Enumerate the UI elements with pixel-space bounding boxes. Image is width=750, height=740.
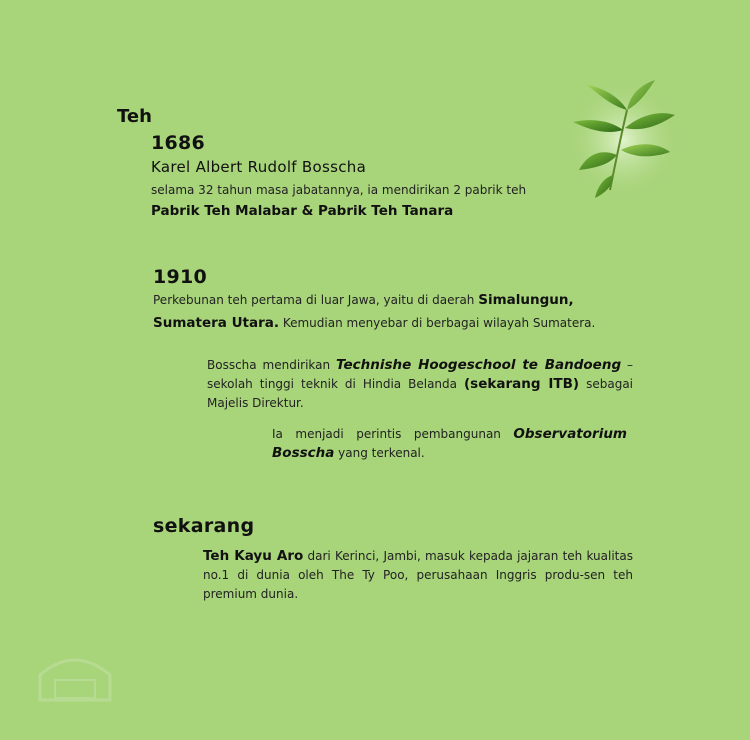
place-simalungun: Simalungun, [478, 292, 574, 308]
factories-text: Pabrik Teh Malabar & Pabrik Teh Tanara [151, 203, 454, 219]
observatory-text-b: yang terkenal. [334, 446, 425, 460]
tenure-description: selama 32 tahun masa jabatannya, ia mendirikan 2 pabrik teh [151, 183, 527, 197]
observatory-paragraph [272, 425, 627, 463]
kayu-aro-paragraph [203, 547, 633, 604]
plantation-text-a: Perkebunan teh pertama di luar Jawa, yaitu di daerah [153, 293, 479, 307]
kayu-aro-text: dari Kerinci, Jambi, masuk kepada jajaran teh kualitas no.1 di dunia oleh The Ty Poo, perusahaan Inggris produ-sen teh premium dunia. [203, 549, 633, 601]
year-1686-heading: 1686 [151, 132, 206, 154]
plantation-paragraph [153, 289, 623, 335]
page-title: Teh [117, 106, 152, 127]
brand-name: Teh Kayu Aro [203, 548, 304, 564]
person-name: Karel Albert Rudolf Bosscha [151, 158, 367, 176]
place-sumatera-utara: Sumatera Utara. [153, 315, 280, 331]
observatory-name: Observatorium Bosscha [272, 426, 627, 461]
tea-leaf-icon [565, 70, 680, 200]
year-1910-heading: 1910 [153, 266, 208, 288]
school-name: Technishe Hoogeschool te Bandoeng [336, 357, 622, 373]
itb-text: (sekarang ITB) [464, 376, 580, 392]
school-paragraph [207, 356, 633, 413]
school-text-c: sebagai Majelis Direktur. [207, 377, 633, 410]
observatory-text-a: Ia menjadi perintis pembangunan [272, 427, 514, 441]
school-text-b: – sekolah tinggi teknik di Hindia Belanda [207, 358, 633, 391]
school-text-a: Bosscha mendirikan [207, 358, 337, 372]
now-heading: sekarang [153, 515, 255, 537]
faint-stamp-icon [30, 640, 120, 710]
plantation-text-b: Kemudian menyebar di berbagai wilayah Sumatera. [279, 316, 596, 330]
